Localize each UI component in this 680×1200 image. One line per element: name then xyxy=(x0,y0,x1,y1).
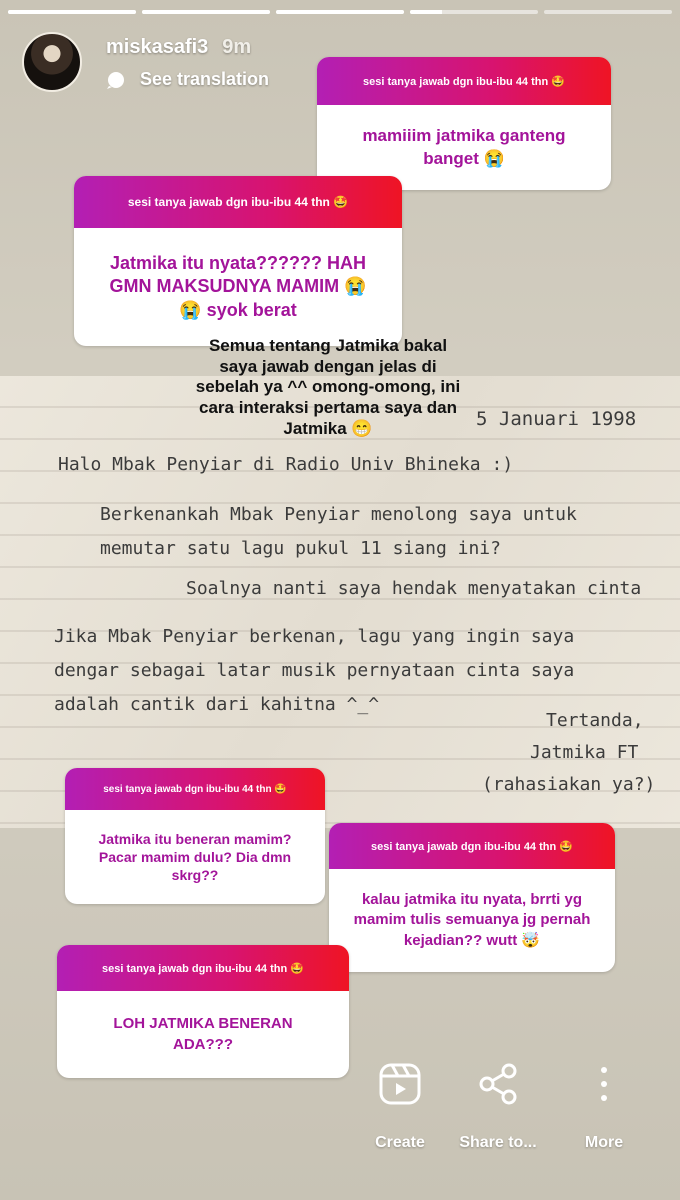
reels-icon xyxy=(378,1062,422,1106)
letter-date: 5 Januari 1998 xyxy=(476,408,637,430)
progress-segment xyxy=(8,10,136,14)
question-text: Jatmika itu nyata?????? HAH GMN MAKSUDNYA MAMIM 😭 😭 syok berat xyxy=(109,252,367,320)
translate-icon xyxy=(106,70,126,90)
question-card[interactable] xyxy=(65,768,325,904)
question-card[interactable] xyxy=(329,823,615,972)
handwritten-letter-image xyxy=(0,376,680,828)
letter-note: (rahasiakan ya?) xyxy=(482,774,656,795)
progress-segment xyxy=(410,10,538,14)
share-button[interactable] xyxy=(452,1062,544,1152)
letter-line: dengar sebagai latar musik pernyataan cinta saya xyxy=(54,660,575,681)
post-time: 9m xyxy=(222,36,252,58)
see-translation-label: See translation xyxy=(140,69,270,89)
question-card[interactable] xyxy=(74,176,402,346)
question-text: LOH JATMIKA BENERAN ADA??? xyxy=(113,1015,293,1053)
progress-segment xyxy=(276,10,404,14)
share-label: Share to... xyxy=(459,1134,537,1151)
question-card-header: sesi tanya jawab dgn ibu-ibu 44 thn 🤩 xyxy=(317,57,611,105)
more-label: More xyxy=(584,1134,624,1151)
question-text: mamiiim jatmika ganteng banget 😭 xyxy=(362,126,566,168)
story-progress-bar xyxy=(8,10,672,14)
create-label: Create xyxy=(375,1134,425,1151)
username[interactable]: miskasafi3 xyxy=(106,36,209,58)
question-card-header: sesi tanya jawab dgn ibu-ibu 44 thn 🤩 xyxy=(74,176,402,228)
letter-line: memutar satu lagu pukul 11 siang ini? xyxy=(100,538,501,559)
letter-signoff: Tertanda, xyxy=(546,710,644,731)
letter-line: Berkenankah Mbak Penyiar menolong saya untuk xyxy=(100,504,577,525)
letter-greeting: Halo Mbak Penyiar di Radio Univ Bhineka :) xyxy=(58,454,514,475)
letter-line: Jika Mbak Penyiar berkenan, lagu yang ingin saya xyxy=(54,626,575,647)
letter-signature: Jatmika FT xyxy=(530,742,639,763)
question-card-header: sesi tanya jawab dgn ibu-ibu 44 thn 🤩 xyxy=(57,945,349,991)
story-caption: Semua tentang Jatmika bakal saya jawab dengan jelas di sebelah ya ^^ omong-omong, ini cara interaksi pertama saya dan Jatmika 😁 xyxy=(195,336,461,438)
question-card-header: sesi tanya jawab dgn ibu-ibu 44 thn 🤩 xyxy=(329,823,615,869)
letter-line: adalah cantik dari kahitna ^_^ xyxy=(54,694,380,715)
avatar[interactable] xyxy=(22,32,82,92)
share-icon xyxy=(476,1062,520,1106)
see-translation-button[interactable] xyxy=(106,69,269,90)
story-header xyxy=(22,32,269,92)
create-button[interactable] xyxy=(368,1062,432,1152)
progress-segment xyxy=(544,10,672,14)
question-text: Jatmika itu beneran mamim? Pacar mamim dulu? Dia dmn skrg?? xyxy=(98,830,292,884)
question-card-header: sesi tanya jawab dgn ibu-ibu 44 thn 🤩 xyxy=(65,768,325,810)
question-card[interactable] xyxy=(57,945,349,1078)
more-button[interactable] xyxy=(578,1062,630,1152)
question-card[interactable] xyxy=(317,57,611,190)
letter-line: Soalnya nanti saya hendak menyatakan cinta xyxy=(186,578,642,599)
progress-segment xyxy=(142,10,270,14)
more-vertical-icon xyxy=(582,1062,626,1106)
question-text: kalau jatmika itu nyata, brrti yg mamim tulis semuanya jg pernah kejadian?? wutt 🤯 xyxy=(353,891,591,949)
